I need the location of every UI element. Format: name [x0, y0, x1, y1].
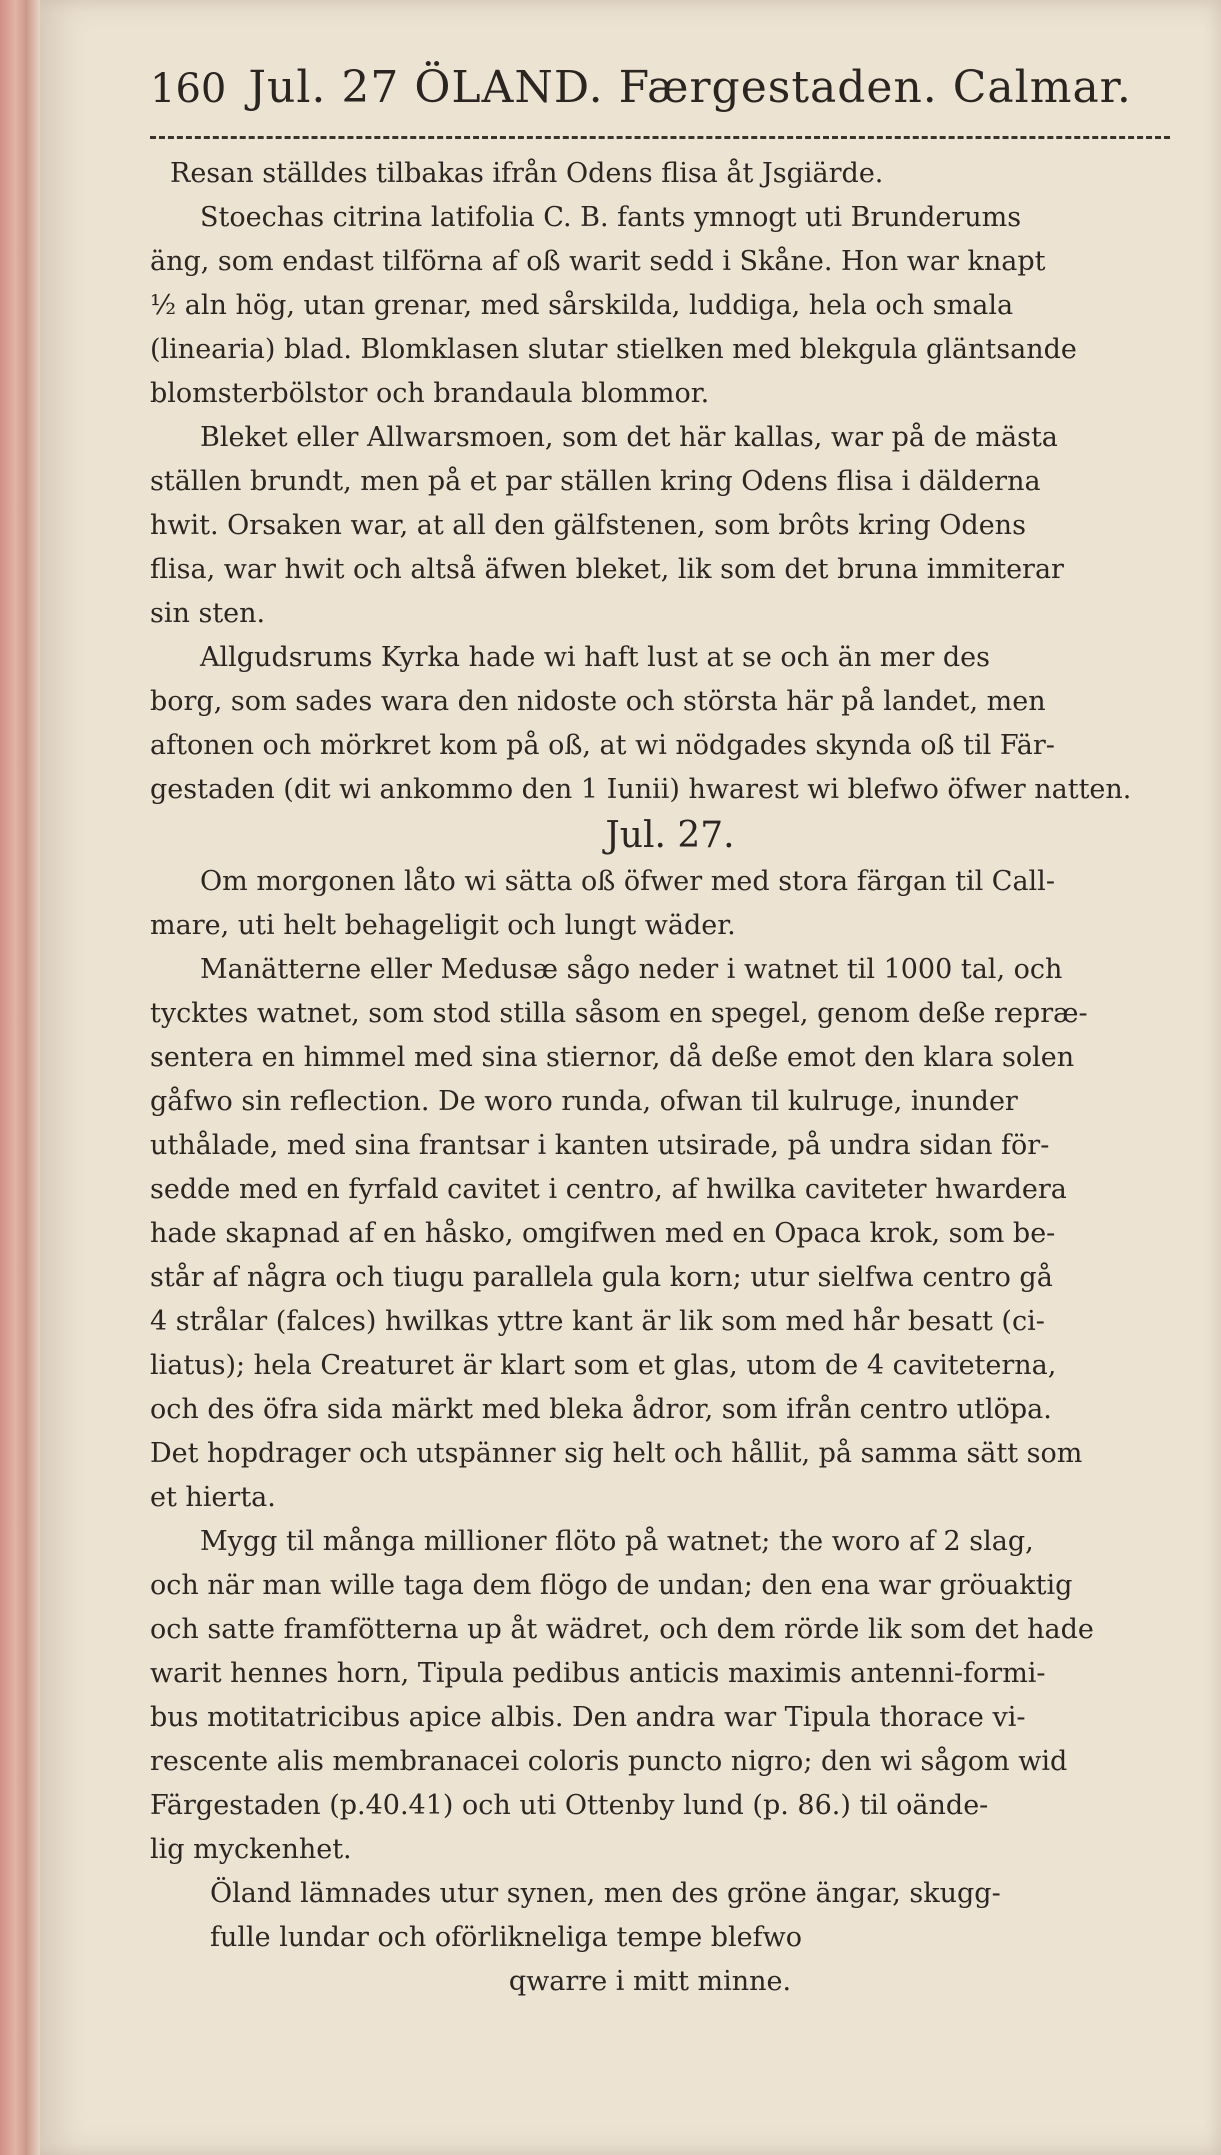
- text-line: Färgestaden (p.40.41) och uti Ottenby lund (p. 86.) til oände-: [150, 1790, 989, 1821]
- text-line: äng, som endast tilförna af oß warit sedd i Skåne. Hon war knapt: [150, 246, 1046, 277]
- book-spine: [0, 0, 44, 2155]
- text-line: och när man wille taga dem flögo de undan; den ena war gröuaktig: [150, 1570, 1073, 1601]
- text-line: hwit. Orsaken war, at all den gälfstenen, som brôts kring Odens: [150, 510, 1026, 541]
- text-line: bus motitatricibus apice albis. Den andra war Tipula thorace vi-: [150, 1702, 1026, 1733]
- text-line: Manätterne eller Medusæ sågo neder i watnet til 1000 tal, och: [200, 954, 1063, 985]
- text-line: Mygg til många millioner flöto på watnet; the woro af 2 slag,: [200, 1526, 1034, 1557]
- text-line: flisa, war hwit och altså äfwen bleket, lik som det bruna immiterar: [150, 554, 1064, 585]
- header-rule: [150, 136, 1170, 139]
- text-line: gestaden (dit wi ankommo den 1 Iunii) hwarest wi blefwo öfwer natten.: [150, 774, 1132, 805]
- text-line: fulle lundar och oförlikneliga tempe blefwo: [210, 1922, 803, 1953]
- text-line: hade skapnad af en håsko, omgifwen med en Opaca krok, som be-: [150, 1218, 1056, 1249]
- text-line: Om morgonen låto wi sätta oß öfwer med stora färgan til Call-: [200, 866, 1055, 897]
- text-line: et hierta.: [150, 1482, 276, 1513]
- text-line: borg, som sades wara den nidoste och största här på landet, men: [150, 686, 1046, 717]
- text-line: sentera en himmel med sina stiernor, då deße emot den klara solen: [150, 1042, 1075, 1073]
- text-line: och des öfra sida märkt med bleka ådror, som ifrån centro utlöpa.: [150, 1394, 1052, 1425]
- text-line: ½ aln hög, utan grenar, med sårskilda, luddiga, hela och smala: [150, 290, 1014, 321]
- text-line: och satte framfötterna up åt wädret, och dem rörde lik som det hade: [150, 1614, 1094, 1645]
- text-line: ställen brundt, men på et par ställen kring Odens flisa i dälderna: [150, 466, 1041, 497]
- text-line: Öland lämnades utur synen, men des gröne ängar, skugg-: [210, 1878, 1001, 1909]
- text-line: gåfwo sin reflection. De woro runda, ofwan til kulruge, inunder: [150, 1086, 1018, 1117]
- text-line: Det hopdrager och utspänner sig helt och hållit, på samma sätt som: [150, 1438, 1083, 1469]
- text-line: qwarre i mitt minne.: [508, 1966, 792, 1997]
- text-line: 4 strålar (falces) hwilkas yttre kant är lik som med hår besatt (ci-: [150, 1306, 1045, 1337]
- date-heading: Jul. 27.: [605, 815, 735, 856]
- text-line: sedde med en fyrfald cavitet i centro, af hwilka caviteter hwardera: [150, 1174, 1067, 1205]
- text-line: sin sten.: [150, 598, 266, 629]
- page-header: [150, 62, 1180, 128]
- text-line: aftonen och mörkret kom på oß, at wi nödgades skynda oß til Fär-: [150, 730, 1055, 761]
- text-line: lig myckenhet.: [150, 1834, 352, 1865]
- text-line: liatus); hela Creaturet är klart som et glas, utom de 4 caviteterna,: [150, 1350, 1057, 1381]
- text-line: Bleket eller Allwarsmoen, som det här kallas, war på de mästa: [200, 422, 1058, 453]
- text-line: warit hennes horn, Tipula pedibus anticis maximis antenni-formi-: [150, 1658, 1046, 1689]
- running-head: Jul. 27 ÖLAND. Færgestaden. Calmar.: [248, 62, 1132, 113]
- text-line: står af några och tiugu parallela gula korn; utur sielfwa centro gå: [150, 1262, 1053, 1293]
- text-line: tycktes watnet, som stod stilla såsom en spegel, genom deße repræ-: [150, 998, 1088, 1029]
- text-line: Allgudsrums Kyrka hade wi haft lust at se och än mer des: [200, 642, 991, 673]
- body-text: [150, 152, 1150, 2004]
- text-line: Stoechas citrina latifolia C. B. fants ymnogt uti Brunderums: [200, 202, 1022, 233]
- text-line: Resan ställdes tilbakas ifrån Odens flisa åt Jsgiärde.: [170, 158, 884, 189]
- text-line: mare, uti helt behageligit och lungt wäder.: [150, 910, 736, 941]
- text-line: (linearia) blad. Blomklasen slutar stielken med blekgula gläntsande: [150, 334, 1077, 365]
- page-number: 160: [150, 66, 227, 112]
- text-line: uthålade, med sina frantsar i kanten utsirade, på undra sidan för-: [150, 1130, 1050, 1161]
- text-line: rescente alis membranacei coloris puncto nigro; den wi sågom wid: [150, 1746, 1068, 1777]
- text-line: blomsterbölstor och brandaula blommor.: [150, 378, 710, 409]
